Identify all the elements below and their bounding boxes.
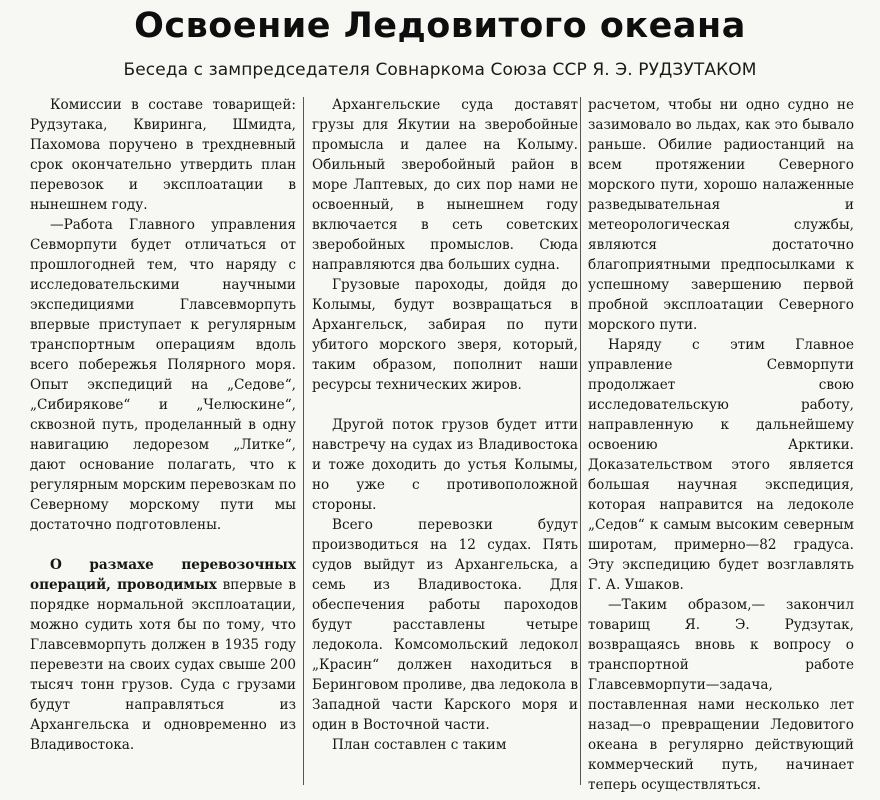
article-column-2 bbox=[312, 95, 578, 755]
column-divider bbox=[580, 97, 581, 785]
paragraph: Архангельские суда доставят грузы для Якутии на зверобойные промысла и далее на Колыму. Обильный зверобойный район в море Лаптевых, до сих пор нами не освоенный, в нынешнем году включается в сеть советских зверобойных промыслов. Сюда направляются два больших судна. bbox=[312, 97, 578, 273]
paragraph: Всего перевозки будут производиться на 12 судах. Пять судов выйдут из Архангельска, а семь из Владивостока. Для обеспечения работы пароходов будут расставлены четыре ледокола. Комсомольский ледокол „Красин“ должен находиться в Беринговом проливе, два ледокола в Западной части Карского моря и один в Восточной части. bbox=[312, 517, 578, 733]
paragraph: Комиссии в составе товарищей: Рудзутака, Квиринга, Шмидта, Пахомова поручено в трехдневный срок окончательно утвердить план перевозок и эксплоатации в нынешнем году. bbox=[30, 97, 296, 213]
paragraph: Наряду с этим Главное управление Севморпути продолжает свою исследовательскую работу, направленную к дальнейшему освоению Арктики. Доказательством этого является большая научная экспедиция, которая направится на ледоколе „Седов“ к самым высоким северным широтам, примерно—82 градуса. Эту экспедицию будет возглавлять Г. А. Ушаков. bbox=[588, 337, 854, 593]
article-column-3 bbox=[588, 95, 854, 795]
column-divider bbox=[303, 97, 304, 785]
paragraph-lead bbox=[30, 555, 296, 755]
lead-text: впервые в порядке нормальной эксплоатации, можно судить хотя бы по тому, что Главсевморпуть должен в 1935 году перевезти на своих судах свыше 200 тысяч тонн грузов. Суда с грузами будут направляться из Архангельска и одновременно из Владивостока. bbox=[30, 577, 296, 753]
headline: Освоение Ледовитого океана bbox=[134, 6, 746, 46]
paragraph: —Работа Главного управления Севморпути будет отличаться от прошлогодней тем, что наряду с исследовательскими научными экспедициями Главсевморпуть впервые приступает к регулярным транспортным операциям вдоль всего побережья Полярного моря. Опыт экспедиций на „Седове“, „Сибирякове“ и „Челюскине“, сквозной путь, проделанный в одну навигацию ледорезом „Литке“, дают основание полагать, что к регулярным морским перевозкам по Северному морскому пути мы достаточно подготовлены. bbox=[30, 217, 296, 533]
lead-bold-text: О размахе перевозочных операций, проводимых bbox=[30, 557, 296, 593]
paragraph: Другой поток грузов будет итти навстречу на судах из Владивостока и тоже доходить до устья Колымы, но уже с противоположной стороны. bbox=[312, 417, 578, 513]
paragraph: План составлен с таким bbox=[332, 737, 507, 753]
paragraph: —Таким образом,— закончил товарищ Я. Э. Рудзутак, возвращаясь вновь к вопросу о транспортной работе Главсевморпути—задача, поставленная нами несколько лет назад—о превращении Ледовитого океана в регулярно действующий коммерческий путь, начинает теперь осуществляться. bbox=[588, 597, 854, 793]
paragraph: расчетом, чтобы ни одно судно не зазимовало во льдах, как это бывало раньше. Обилие радиостанций на всем протяжении Северного морского пути, хорошо налаженные разведывательная и метеорологическая службы, являются достаточно благоприятными предпосылками к успешному завершению первой пробной эксплоатации Северного морского пути. bbox=[588, 97, 854, 333]
subheadline: Беседа с зампредседателя Совнаркома Союза ССР Я. Э. РУДЗУТАКОМ bbox=[123, 60, 757, 80]
article-column-1 bbox=[30, 95, 296, 755]
paragraph: Грузовые пароходы, дойдя до Колымы, будут возвращаться в Архангельск, забирая по пути убитого морского зверя, который, таким образом, пополнит наши ресурсы технических жиров. bbox=[312, 277, 578, 393]
